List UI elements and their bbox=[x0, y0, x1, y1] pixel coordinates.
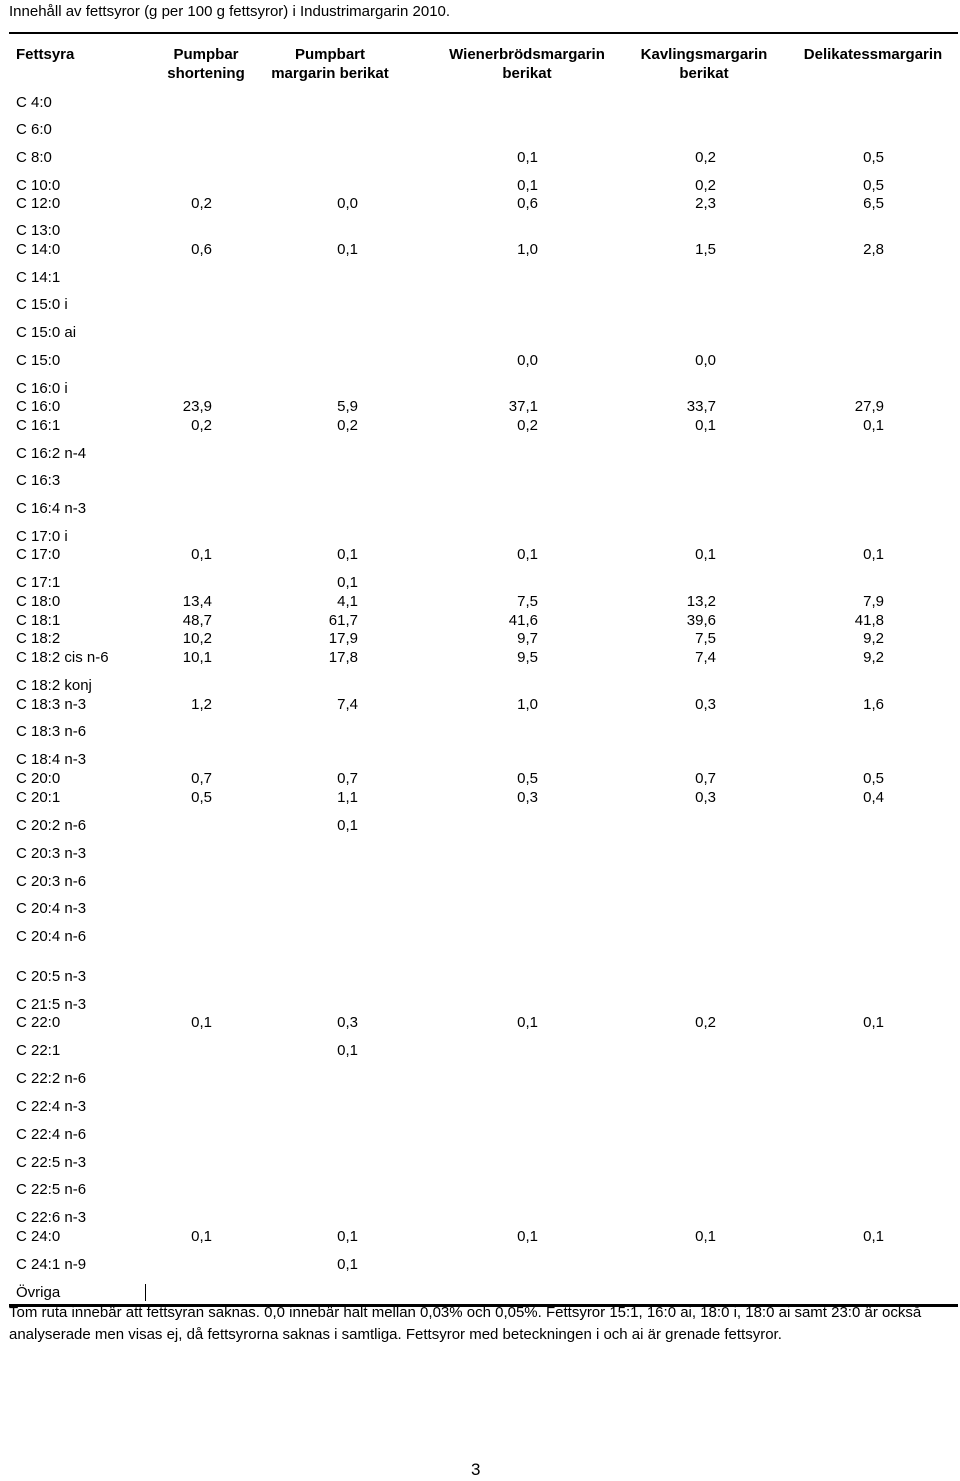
table-cell: 0,4 bbox=[863, 789, 884, 806]
table-cell: 0,1 bbox=[863, 1228, 884, 1245]
table-cell: 0,3 bbox=[695, 789, 716, 806]
table-cell: 0,1 bbox=[191, 1228, 212, 1245]
table-cell: 27,9 bbox=[854, 398, 884, 415]
column-header-line2: shortening bbox=[167, 65, 245, 82]
table-cell: 41,8 bbox=[854, 612, 884, 629]
row-label: C 4:0 bbox=[16, 94, 52, 111]
row-label: C 22:6 n-3 bbox=[16, 1209, 87, 1226]
row-label: C 14:1 bbox=[16, 269, 61, 286]
table-cell: 0,2 bbox=[191, 195, 212, 212]
row-label: C 20:4 n-6 bbox=[16, 928, 87, 945]
table-cell: 0,1 bbox=[517, 1228, 538, 1245]
row-label: C 22:0 bbox=[16, 1014, 61, 1031]
column-header-line1: Delikatessmargarin bbox=[803, 46, 943, 63]
row-label: C 17:0 i bbox=[16, 528, 68, 545]
table-cell: 0,1 bbox=[337, 1256, 358, 1273]
table-cell: 0,0 bbox=[695, 352, 716, 369]
table-cell: 0,2 bbox=[695, 1014, 716, 1031]
column-header-line1: Kavlingsmargarin bbox=[640, 46, 768, 63]
table-cell: 0,2 bbox=[191, 417, 212, 434]
row-label: C 17:0 bbox=[16, 546, 61, 563]
table-cell: 17,8 bbox=[328, 649, 358, 666]
table-cell: 0,7 bbox=[337, 770, 358, 787]
table-footnote: Tom ruta innebär att fettsyran saknas. 0,0 innebär halt mellan 0,03% och 0,05%. Fettsyror 15:1, 16:0 ai, 18:0 i, 18:0 ai samt 23:0 är också analyserade men visas ej, då fettsyrorna saknas i samtliga. Fettsyror med beteckningen i och ai är grenade fettsyror. bbox=[9, 1304, 922, 1343]
row-label: C 20:2 n-6 bbox=[16, 817, 87, 834]
table-cell: 0,1 bbox=[517, 177, 538, 194]
page-title: Innehåll av fettsyror (g per 100 g fettsyror) i Industrimargarin 2010. bbox=[9, 3, 451, 20]
table-cell: 0,1 bbox=[337, 574, 358, 591]
table-cell: 48,7 bbox=[182, 612, 212, 629]
table-cell: 5,9 bbox=[337, 398, 358, 415]
row-label: C 20:5 n-3 bbox=[16, 968, 87, 985]
table-cell: 0,3 bbox=[337, 1014, 358, 1031]
table-cell: 0,1 bbox=[517, 1014, 538, 1031]
table-cell: 9,7 bbox=[517, 630, 538, 647]
row-label: C 22:5 n-3 bbox=[16, 1154, 87, 1171]
row-label: C 18:2 konj bbox=[16, 677, 92, 694]
table-cell: 7,5 bbox=[517, 593, 538, 610]
table-cell: 7,4 bbox=[695, 649, 716, 666]
row-label: C 18:0 bbox=[16, 593, 61, 610]
table-cell: 2,8 bbox=[863, 241, 884, 258]
table-cell: 37,1 bbox=[508, 398, 538, 415]
table-cell: 41,6 bbox=[508, 612, 538, 629]
row-label: C 20:4 n-3 bbox=[16, 900, 87, 917]
table-cell: 0,0 bbox=[517, 352, 538, 369]
table-cell: 0,1 bbox=[337, 1042, 358, 1059]
column-header-2 bbox=[245, 45, 415, 83]
table-cell: 17,9 bbox=[328, 630, 358, 647]
row-label: C 20:3 n-3 bbox=[16, 845, 87, 862]
table-cell: 0,1 bbox=[695, 546, 716, 563]
table-cell: 13,2 bbox=[686, 593, 716, 610]
row-label: C 22:4 n-6 bbox=[16, 1126, 87, 1143]
fatty-acid-table bbox=[9, 32, 958, 1307]
table-cell: 7,5 bbox=[695, 630, 716, 647]
row-label: C 16:2 n-4 bbox=[16, 445, 87, 462]
table-cell: 6,5 bbox=[863, 195, 884, 212]
table-cell: 1,6 bbox=[863, 696, 884, 713]
row-label: C 18:3 n-3 bbox=[16, 696, 87, 713]
row-label: C 20:3 n-6 bbox=[16, 873, 87, 890]
row-label: C 22:5 n-6 bbox=[16, 1181, 87, 1198]
table-cell: 0,3 bbox=[695, 696, 716, 713]
column-header-line2: berikat bbox=[502, 65, 552, 82]
row-label: C 20:0 bbox=[16, 770, 61, 787]
table-cell: 0,2 bbox=[517, 417, 538, 434]
table-cell: 0,7 bbox=[695, 770, 716, 787]
row-label: C 22:2 n-6 bbox=[16, 1070, 87, 1087]
table-cell: 0,1 bbox=[863, 417, 884, 434]
row-label: C 22:4 n-3 bbox=[16, 1098, 87, 1115]
row-label: C 18:4 n-3 bbox=[16, 751, 87, 768]
row-label: C 17:1 bbox=[16, 574, 61, 591]
table-cell: 0,6 bbox=[191, 241, 212, 258]
row-label: C 16:4 n-3 bbox=[16, 500, 87, 517]
row-label: C 18:2 cis n-6 bbox=[16, 649, 109, 666]
table-cell: 0,1 bbox=[695, 1228, 716, 1245]
table-cell: 0,1 bbox=[337, 817, 358, 834]
table-cell: 13,4 bbox=[182, 593, 212, 610]
table-cell: 9,5 bbox=[517, 649, 538, 666]
table-cell: 23,9 bbox=[182, 398, 212, 415]
column-header-4 bbox=[619, 45, 789, 83]
row-label: C 16:0 i bbox=[16, 380, 68, 397]
column-header-3 bbox=[427, 45, 627, 83]
table-cell: 1,5 bbox=[695, 241, 716, 258]
table-cell: 0,0 bbox=[337, 195, 358, 212]
table-cell: 0,7 bbox=[191, 770, 212, 787]
row-label: C 15:0 bbox=[16, 352, 61, 369]
table-cell: 0,1 bbox=[337, 546, 358, 563]
table-cell: 0,1 bbox=[517, 546, 538, 563]
table-cell: 0,5 bbox=[863, 149, 884, 166]
stub-divider bbox=[145, 1284, 146, 1301]
table-cell: 0,1 bbox=[695, 417, 716, 434]
row-label: C 18:3 n-6 bbox=[16, 723, 87, 740]
table-cell: 0,5 bbox=[863, 177, 884, 194]
table-cell: 33,7 bbox=[686, 398, 716, 415]
table-cell: 7,4 bbox=[337, 696, 358, 713]
table-cell: 0,6 bbox=[517, 195, 538, 212]
table-cell: 0,5 bbox=[191, 789, 212, 806]
row-label: C 18:2 bbox=[16, 630, 61, 647]
table-cell: 0,1 bbox=[863, 1014, 884, 1031]
column-header-line1: Wienerbrödsmargarin bbox=[449, 46, 605, 63]
table-cell: 0,3 bbox=[517, 789, 538, 806]
table-cell: 4,1 bbox=[337, 593, 358, 610]
row-label: C 18:1 bbox=[16, 612, 61, 629]
row-label: C 14:0 bbox=[16, 241, 61, 258]
row-label: C 24:0 bbox=[16, 1228, 61, 1245]
row-label: C 6:0 bbox=[16, 121, 52, 138]
header-stub bbox=[16, 45, 74, 64]
table-cell: 0,1 bbox=[517, 149, 538, 166]
table-cell: 0,1 bbox=[337, 241, 358, 258]
row-label: C 15:0 ai bbox=[16, 324, 77, 341]
table-cell: 10,1 bbox=[182, 649, 212, 666]
column-header-line2: margarin berikat bbox=[271, 65, 389, 82]
table-cell: 39,6 bbox=[686, 612, 716, 629]
table-cell: 61,7 bbox=[328, 612, 358, 629]
row-label: C 16:0 bbox=[16, 398, 61, 415]
table-cell: 0,1 bbox=[337, 1228, 358, 1245]
table-cell: 0,2 bbox=[695, 149, 716, 166]
row-label: C 16:3 bbox=[16, 472, 61, 489]
table-cell: 0,1 bbox=[191, 546, 212, 563]
header-stub-label: Fettsyra bbox=[16, 46, 75, 63]
table-cell: 1,2 bbox=[191, 696, 212, 713]
column-header-line1: Pumpbar bbox=[173, 46, 239, 63]
table-cell: 0,1 bbox=[191, 1014, 212, 1031]
row-label: C 15:0 i bbox=[16, 296, 68, 313]
column-header-line2: berikat bbox=[679, 65, 729, 82]
column-header-5 bbox=[783, 45, 960, 64]
row-label: C 8:0 bbox=[16, 149, 52, 166]
row-label: C 13:0 bbox=[16, 222, 61, 239]
table-cell: 9,2 bbox=[863, 630, 884, 647]
table-cell: 1,0 bbox=[517, 696, 538, 713]
table-cell: 0,1 bbox=[863, 546, 884, 563]
table-cell: 7,9 bbox=[863, 593, 884, 610]
row-label: C 12:0 bbox=[16, 195, 61, 212]
table-cell: 0,2 bbox=[695, 177, 716, 194]
row-label: C 24:1 n-9 bbox=[16, 1256, 87, 1273]
row-label: C 22:1 bbox=[16, 1042, 61, 1059]
table-cell: 2,3 bbox=[695, 195, 716, 212]
column-header-line1: Pumpbart bbox=[294, 46, 365, 63]
table-cell: 0,5 bbox=[517, 770, 538, 787]
table-cell: 9,2 bbox=[863, 649, 884, 666]
table-cell: 1,1 bbox=[337, 789, 358, 806]
table-cell: 0,5 bbox=[863, 770, 884, 787]
row-label: C 16:1 bbox=[16, 417, 61, 434]
row-label: C 21:5 n-3 bbox=[16, 996, 87, 1013]
table-cell: 0,2 bbox=[337, 417, 358, 434]
table-cell: 1,0 bbox=[517, 241, 538, 258]
row-label: C 20:1 bbox=[16, 789, 61, 806]
table-cell: 10,2 bbox=[182, 630, 212, 647]
row-label: C 10:0 bbox=[16, 177, 61, 194]
row-label: Övriga bbox=[16, 1284, 61, 1301]
page-number: 3 bbox=[471, 1460, 481, 1479]
